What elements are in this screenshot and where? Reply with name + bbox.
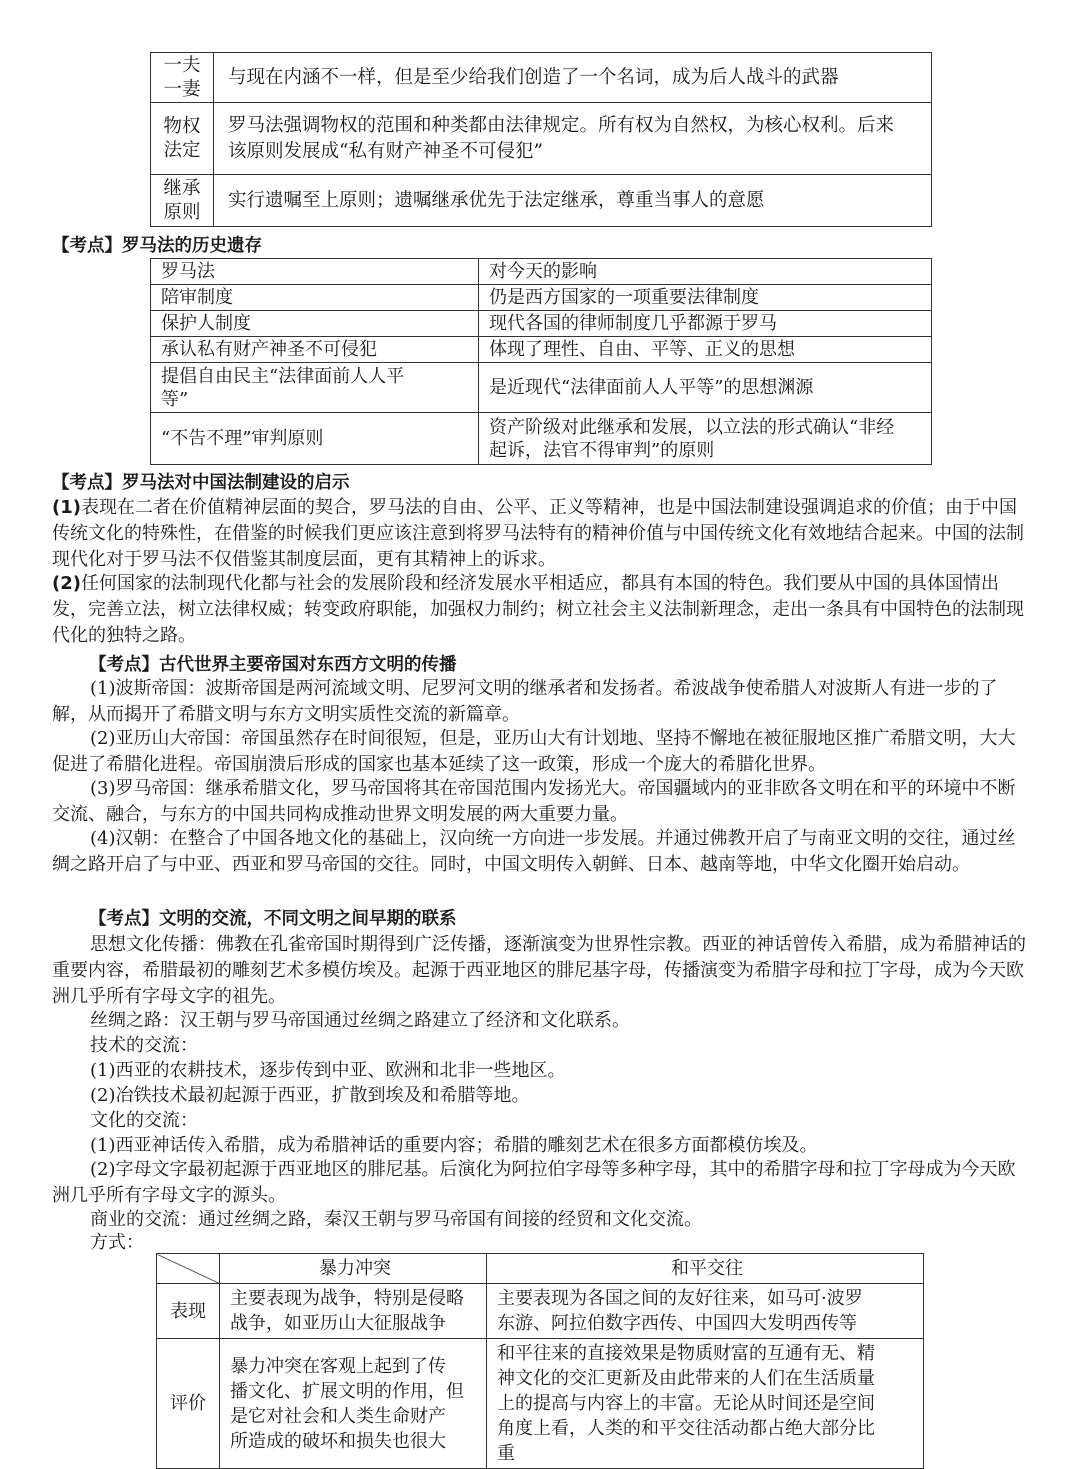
paragraph [52, 571, 1032, 649]
paragraph [52, 495, 1032, 573]
column-header: 暴力冲突 [220, 1254, 487, 1284]
paragraph-text: 任何国家的法制现代化都与社会的发展阶段和经济发展水平相适应，都具有本国的特色。我们要从中国的具体国情出发，完善立法，树立法律权威；转变政府职能，加强权力制约；树立社会主义法制新理念，走出一条具有中国特色的法制现代化的独特之路。 [52, 573, 1024, 646]
table-row [157, 1339, 924, 1469]
table-cell: 保护人制度 [151, 311, 479, 337]
row-label: 一夫 一妻 [151, 53, 214, 103]
paragraph-text: 表现在二者在价值精神层面的契合，罗马法的自由、公平、正义等精神，也是中国法制建设强调追求的价值；由于中国传统文化的特殊性，在借鉴的时候我们更应该注意到将罗马法特有的精神价值与中国传统文化有效地结合起来。中国的法制现代化对于罗马法不仅借鉴其制度层面，更有其精神上的诉求。 [52, 497, 1024, 570]
table-cell: 提倡自由民主“法律面前人人平 等” [151, 363, 479, 413]
column-header: 对今天的影响 [479, 259, 932, 285]
paragraph-number: (1) [52, 497, 81, 518]
table-header-row [151, 259, 932, 285]
diagonal-corner-cell [157, 1254, 220, 1284]
row-label: 继承 原则 [151, 175, 214, 227]
row-label: 评价 [157, 1339, 220, 1469]
section-heading: 【考点】古代世界主要帝国对东西方文明的传播 [89, 655, 457, 675]
column-header: 和平交往 [487, 1254, 924, 1284]
paragraph: 思想文化传播：佛教在孔雀帝国时期得到广泛传播，逐渐演变为世界性宗教。西亚的神话曾传入希腊，成为希腊神话的重要内容，希腊最初的雕刻艺术多模仿埃及。起源于西亚地区的腓尼基字母，传播演变为希腊字母和拉丁字母，成为今天欧洲几乎所有字母文字的祖先。 [52, 934, 1026, 1007]
table-header-row [157, 1254, 924, 1284]
paragraph: (4)汉朝：在整合了中国各地文化的基础上，汉向统一方向进一步发展。并通过佛教开启了与南亚文明的交往，通过丝绸之路开启了与中亚、西亚和罗马帝国的交往。同时，中国文明传入朝鲜、日本、越南等地，中华文化圈开始启动。 [52, 828, 1016, 875]
section-heading: 【考点】罗马法的历史遗存 [52, 236, 262, 256]
table-cell: 体现了理性、自由、平等、正义的思想 [479, 337, 932, 363]
row-label: 表现 [157, 1284, 220, 1339]
table-row [151, 311, 932, 337]
exchange-modes-table [156, 1253, 924, 1469]
paragraph: (2)字母文字最初起源于西亚地区的腓尼基。后演化为阿拉伯字母等多种字母，其中的希腊字母和拉丁字母成为今天欧洲几乎所有字母文字的源头。 [52, 1159, 1016, 1206]
text-line: 方式： [90, 1232, 144, 1253]
text-line: (2)冶铁技术最初起源于西亚，扩散到埃及和希腊等地。 [90, 1085, 530, 1106]
table-row [151, 175, 932, 227]
table-row [151, 337, 932, 363]
table-cell: 资产阶级对此继承和发展，以立法的形式确认“非经 起诉，法官不得审判”的原则 [479, 413, 932, 465]
text-line: (1)西亚神话传入希腊，成为希腊神话的重要内容；希腊的雕刻艺术在很多方面都模仿埃及。 [90, 1135, 818, 1156]
table-cell: 承认私有财产神圣不可侵犯 [151, 337, 479, 363]
section-heading: 【考点】文明的交流，不同文明之间早期的联系 [89, 909, 457, 929]
section-heading: 【考点】罗马法对中国法制建设的启示 [52, 473, 350, 493]
table-cell: 仍是西方国家的一项重要法律制度 [479, 285, 932, 311]
paragraph: (1)波斯帝国：波斯帝国是两河流域文明、尼罗河文明的继承者和发扬者。希波战争使希腊人对波斯人有进一步的了解，从而揭开了希腊文明与东方文明实质性交流的新篇章。 [52, 678, 998, 725]
text-line: 商业的交流：通过丝绸之路，秦汉王朝与罗马帝国有间接的经贸和文化交流。 [90, 1209, 702, 1230]
table-cell: 陪审制度 [151, 285, 479, 311]
table-cell: 主要表现为战争，特别是侵略 战争，如亚历山大征服战争 [220, 1284, 487, 1339]
paragraph-number: (2) [52, 573, 81, 594]
table-row [151, 53, 932, 103]
text-line: 文化的交流： [90, 1110, 198, 1131]
table-cell: “不告不理”审判原则 [151, 413, 479, 465]
table-row [151, 285, 932, 311]
row-value: 罗马法强调物权的范围和种类都由法律规定。所有权为自然权，为核心权利。后来 该原则发展成“私有财产神圣不可侵犯” [214, 103, 932, 175]
table-cell: 和平往来的直接效果是物质财富的互通有无、精 神文化的交汇更新及由此带来的人们在生活质量 上的提高与内容上的丰富。无论从时间还是空间 角度上看，人类的和平交往活动都占绝大部分比 重 [487, 1339, 924, 1469]
paragraph: (2)亚历山大帝国：帝国虽然存在时间很短，但是，亚历山大有计划地、坚持不懈地在被征服地区推广希腊文明，大大促进了希腊化进程。帝国崩溃后形成的国家也基本延续了这一政策，形成一个庞大的希腊化世界。 [52, 728, 1016, 775]
paragraph: (3)罗马帝国：继承希腊文化，罗马帝国将其在帝国范围内发扬光大。帝国疆域内的亚非欧各文明在和平的环境中不断交流、融合，与东方的中国共同构成推动世界文明发展的两大重要力量。 [52, 778, 1016, 825]
table-row [157, 1284, 924, 1339]
table-cell: 暴力冲突在客观上起到了传 播文化、扩展文明的作用，但 是它对社会和人类生命财产 所造成的破坏和损失也很大 [220, 1339, 487, 1469]
text-line: 丝绸之路：汉王朝与罗马帝国通过丝绸之路建立了经济和文化联系。 [90, 1010, 630, 1031]
row-label: 物权 法定 [151, 103, 214, 175]
table-cell: 是近现代“法律面前人人平等”的思想渊源 [479, 363, 932, 413]
column-header: 罗马法 [151, 259, 479, 285]
text-line: 技术的交流： [90, 1035, 198, 1056]
table-row [151, 363, 932, 413]
text-line: (1)西亚的农耕技术，逐步传到中亚、欧洲和北非一些地区。 [90, 1060, 566, 1081]
roman-law-legacy-table [150, 258, 932, 465]
table-row [151, 103, 932, 175]
row-value: 与现在内涵不一样，但是至少给我们创造了一个名词，成为后人战斗的武器 [214, 53, 932, 103]
table-row [151, 413, 932, 465]
table-cell: 主要表现为各国之间的友好往来，如马可·波罗 东游、阿拉伯数字西传、中国四大发明西传等 [487, 1284, 924, 1339]
property-principles-table [150, 52, 932, 227]
row-value: 实行遗嘱至上原则；遗嘱继承优先于法定继承，尊重当事人的意愿 [214, 175, 932, 227]
table-cell: 现代各国的律师制度几乎都源于罗马 [479, 311, 932, 337]
